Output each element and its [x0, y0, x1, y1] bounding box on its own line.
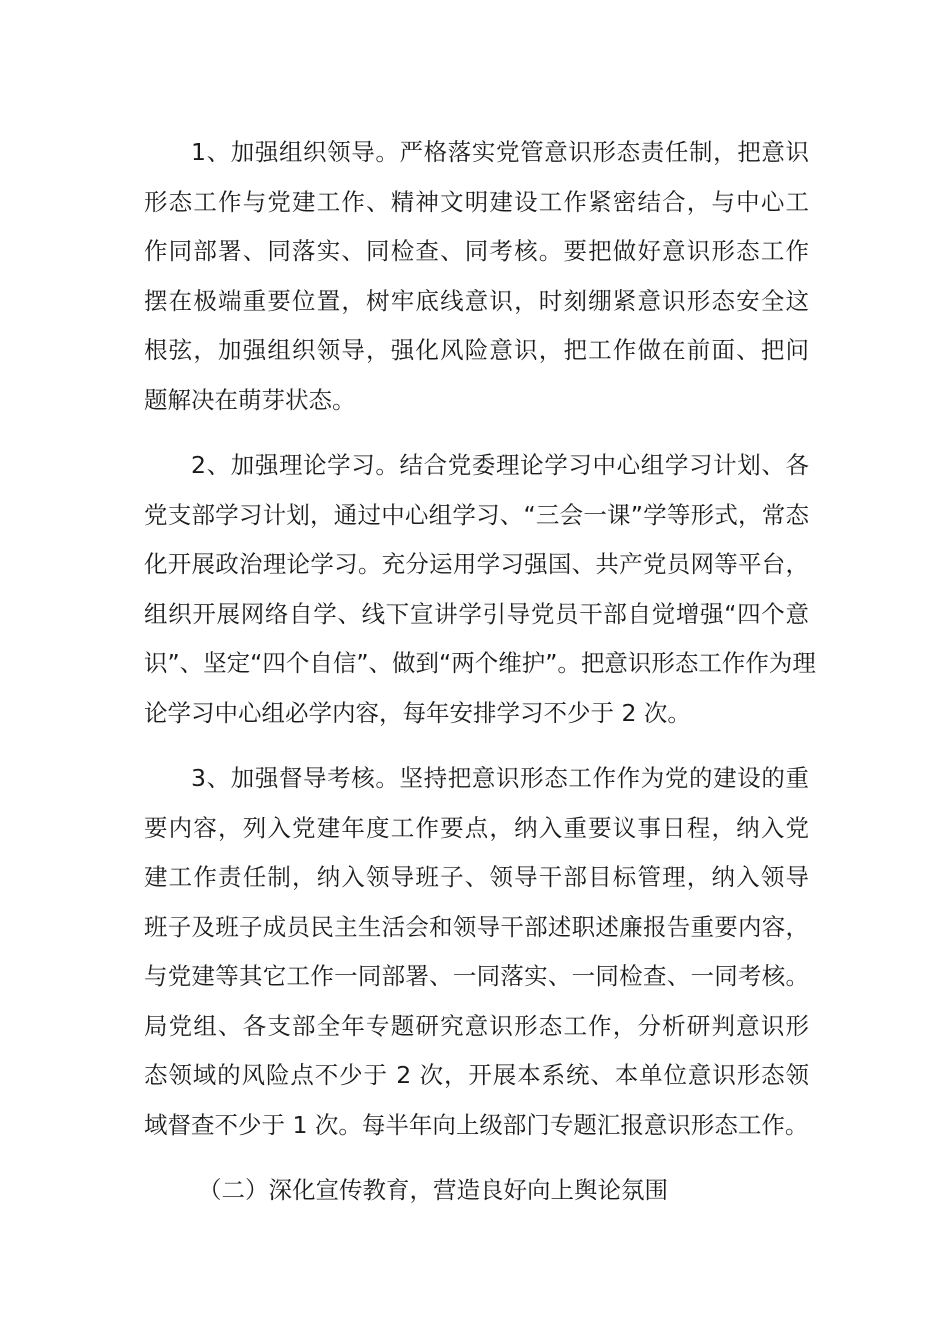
paragraph-line: 域督查不少于 1 次。每半年向上级部门专题汇报意识形态工作。 — [144, 1110, 809, 1139]
paragraph-line: 要内容，列入党建年度工作要点，纳入重要议事日程，纳入党 — [144, 813, 809, 842]
paragraph-line: 形态工作与党建工作、精神文明建设工作紧密结合，与中心工 — [144, 187, 809, 216]
paragraph-line: 作同部署、同落实、同检查、同考核。要把做好意识形态工作 — [144, 237, 809, 265]
paragraph-line: 识”、坚定“四个自信”、做到“两个维护”。把意识形态工作作为理 — [144, 649, 816, 677]
paragraph-line: 根弦，加强组织领导，强化风险意识，把工作做在前面、把问 — [144, 336, 809, 364]
paragraph-line: 党支部学习计划，通过中心组学习、“三会一课”学等形式，常态 — [144, 500, 809, 529]
paragraph-line: 3、加强督导考核。坚持把意识形态工作作为党的建设的重 — [191, 764, 809, 792]
paragraph-line: 1、加强组织领导。严格落实党管意识形态责任制，把意识 — [191, 138, 809, 166]
paragraph-line: 摆在极端重要位置，树牢底线意识，时刻绷紧意识形态安全这 — [144, 286, 809, 315]
paragraph-theory-study — [144, 441, 816, 738]
paragraph-line: 与党建等其它工作一同部署、一同落实、一同检查、一同考核。 — [144, 962, 809, 990]
paragraph-line: 局党组、各支部全年专题研究意识形态工作，分析研判意识形 — [144, 1011, 809, 1040]
paragraph-line: 论学习中心组必学内容，每年安排学习不少于 2 次。 — [144, 698, 691, 727]
section-heading: （二）深化宣传教育，营造良好向上舆论氛围 — [198, 1176, 668, 1204]
paragraph-line: 建工作责任制，纳入领导班子、领导干部目标管理，纳入领导 — [144, 863, 809, 891]
paragraph-line: 2、加强理论学习。结合党委理论学习中心组学习计划、各 — [191, 451, 809, 479]
paragraph-line: 组织开展网络自学、线下宣讲学引导党员干部自觉增强“四个意 — [144, 599, 809, 628]
paragraph-line: 题解决在萌芽状态。 — [144, 385, 356, 414]
paragraph-line: 化开展政治理论学习。充分运用学习强国、共产党员网等平台， — [144, 550, 809, 578]
paragraph-organization-leadership — [144, 128, 809, 425]
paragraph-line: 班子及班子成员民主生活会和领导干部述职述廉报告重要内容， — [144, 912, 809, 941]
paragraph-supervision-assessment — [144, 754, 809, 1150]
paragraph-line: 态领域的风险点不少于 2 次，开展本系统、本单位意识形态领 — [144, 1061, 809, 1089]
document-body — [144, 128, 816, 1216]
